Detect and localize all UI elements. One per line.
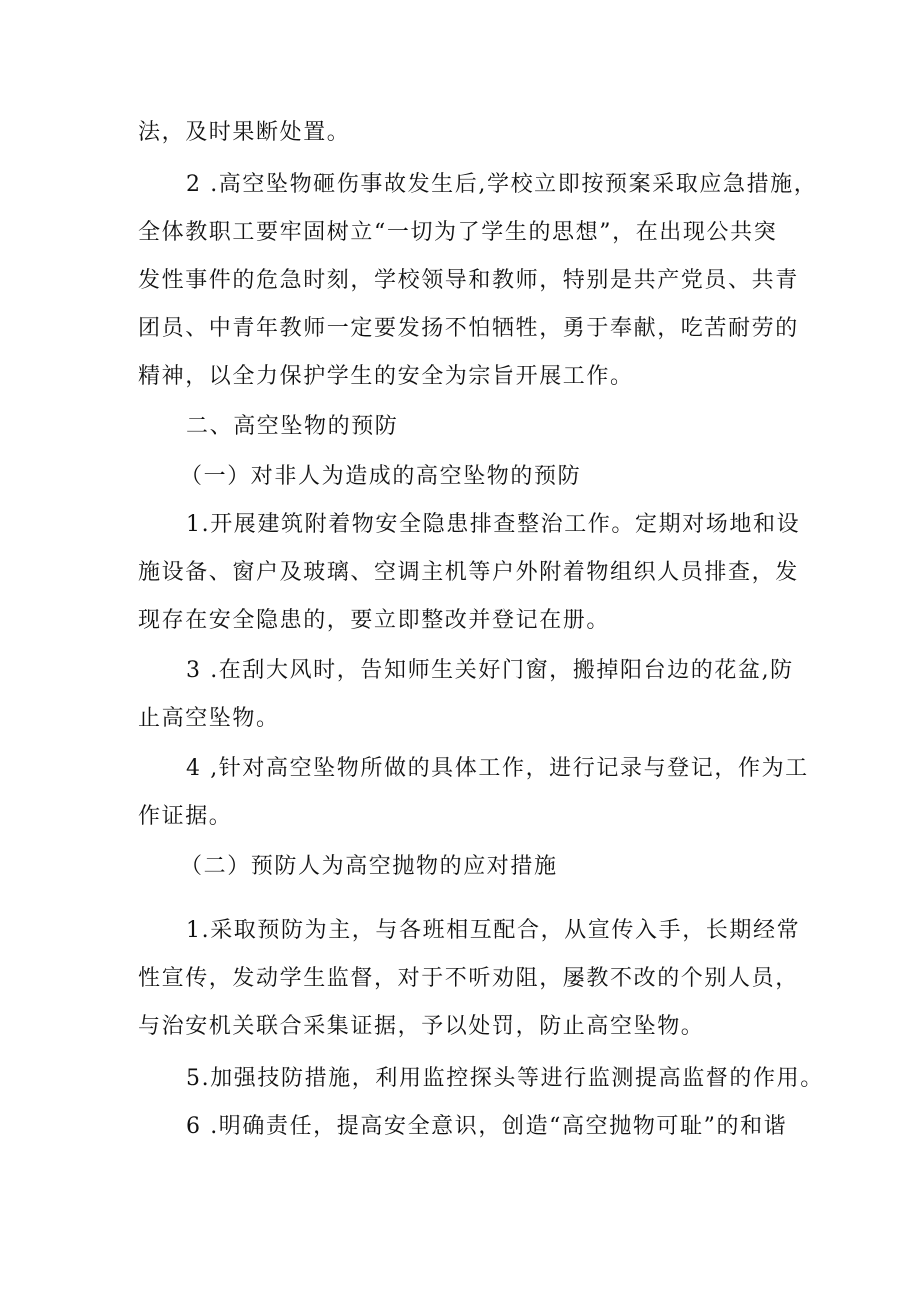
subsection-heading: （二）预防人为高空抛物的应对措施 (180, 854, 558, 879)
paragraph-line: 团员、中青年教师一定要发扬不怕牺牲，勇于奉献，吃苦耐劳的 (138, 316, 799, 341)
paragraph-line: 与治安机关联合采集证据，予以处罚，防止高空坠物。 (138, 1014, 705, 1039)
paragraph-line: 5.加强技防措施，利用监控探头等进行监测提高监督的作用。 (186, 1066, 824, 1091)
paragraph-line: 法，及时果断处置。 (138, 120, 351, 145)
paragraph-line: 3 .在刮大风时，告知师生关好门窗，搬掉阳台边的花盆,防 (186, 658, 794, 683)
paragraph-line: 全体教职工要牢固树立“一切为了学生的思想”，在出现公共突 (138, 220, 778, 245)
paragraph-line: 6 .明确责任，提高安全意识，创造“高空抛物可耻”的和谐 (186, 1114, 788, 1139)
paragraph-line: 止高空坠物。 (138, 706, 280, 731)
paragraph-line: 1.采取预防为主，与各班相互配合，从宣传入手，长期经常 (186, 918, 801, 943)
paragraph-line: 发性事件的危急时刻，学校领导和教师，特别是共产党员、共青 (138, 268, 799, 293)
paragraph-line: 1.开展建筑附着物安全隐患排查整治工作。定期对场地和设 (186, 512, 801, 537)
section-heading: 二、高空坠物的预防 (186, 414, 399, 439)
paragraph-line: 现存在安全隐患的，要立即整改并登记在册。 (138, 608, 611, 633)
paragraph-line: 作证据。 (138, 804, 233, 829)
paragraph-line: 精神，以全力保护学生的安全为宗旨开展工作。 (138, 364, 634, 389)
subsection-heading: （一）对非人为造成的高空坠物的预防 (180, 464, 582, 489)
paragraph-line: 施设备、窗户及玻璃、空调主机等户外附着物组织人员排查，发 (138, 560, 799, 585)
paragraph-line: 2 .高空坠物砸伤事故发生后,学校立即按预案采取应急措施， (186, 172, 818, 197)
paragraph-line: 性宣传，发动学生监督，对于不听劝阻，屡教不改的个别人员， (138, 966, 799, 991)
paragraph-line: 4 ,针对高空坠物所做的具体工作，进行记录与登记，作为工 (186, 756, 809, 781)
